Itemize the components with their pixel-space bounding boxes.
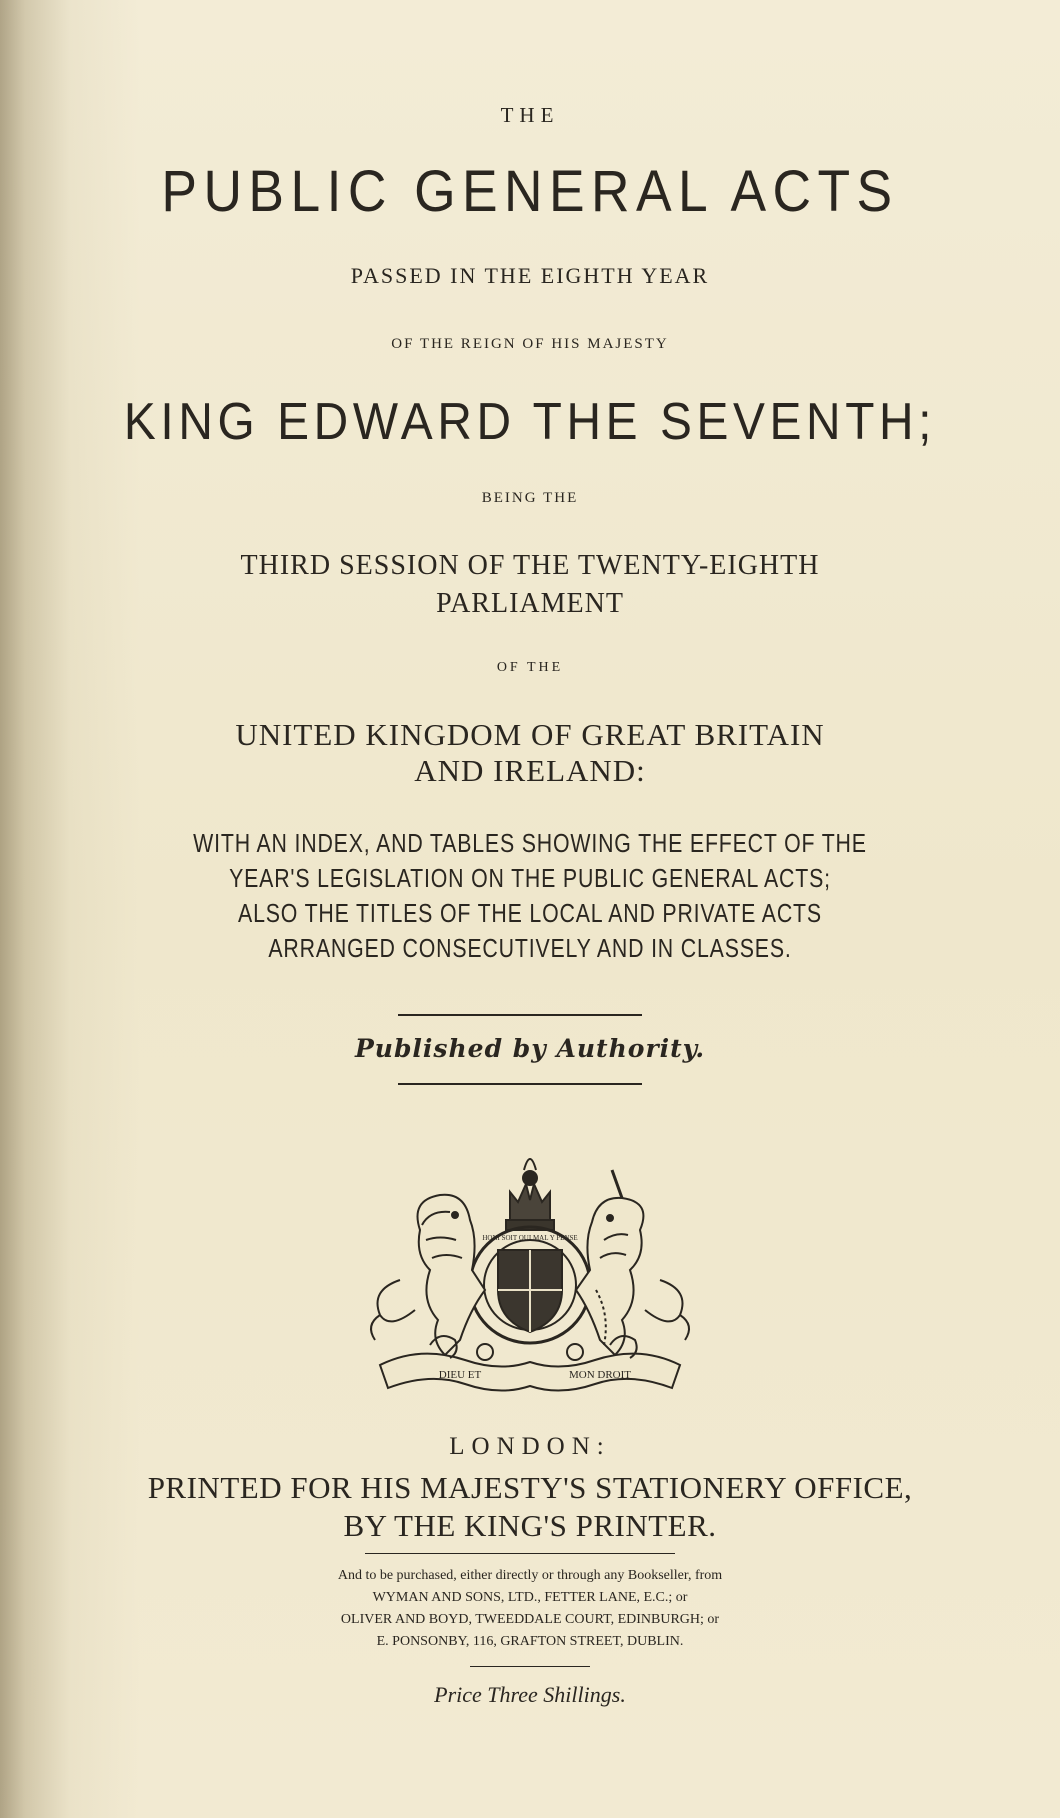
- royal-coat-of-arms-icon: [360, 1140, 700, 1410]
- imprint-printed-2: BY THE KING'S PRINTER.: [343, 1508, 717, 1543]
- title-the: THE: [500, 103, 560, 127]
- motto-left: DIEU ET: [438, 1369, 482, 1381]
- purchase-line-3: OLIVER AND BOYD, TWEEDDALE COURT, EDINBURGH; or: [340, 1612, 720, 1627]
- index-line-4: ARRANGED CONSECUTIVELY AND IN CLASSES.: [268, 933, 792, 963]
- garter-motto: HONI SOIT QUI MAL Y PENSE: [482, 1234, 578, 1242]
- rule-top: [398, 1014, 642, 1016]
- being-the: BEING THE: [481, 490, 579, 506]
- imprint-city: LONDON:: [449, 1433, 611, 1460]
- king-title: KING EDWARD THE SEVENTH;: [123, 393, 937, 451]
- purchase-line-2: WYMAN AND SONS, LTD., FETTER LANE, E.C.; or: [372, 1590, 688, 1605]
- imprint-printed-1: PRINTED FOR HIS MAJESTY'S STATIONERY OFFICE,: [147, 1470, 913, 1505]
- reign-line: OF THE REIGN OF HIS MAJESTY: [391, 336, 669, 352]
- rule-bottom: [398, 1083, 642, 1085]
- index-line-3: ALSO THE TITLES OF THE LOCAL AND PRIVATE ACTS: [238, 898, 822, 928]
- kingdom-line-1: UNITED KINGDOM OF GREAT BRITAIN: [235, 717, 825, 752]
- motto-right: MON DROIT: [568, 1369, 632, 1381]
- passed-line: PASSED IN THE EIGHTH YEAR: [350, 263, 710, 288]
- index-line-2: YEAR'S LEGISLATION ON THE PUBLIC GENERAL ACTS;: [229, 863, 831, 893]
- session-line-1: THIRD SESSION OF THE TWENTY-EIGHTH: [240, 550, 820, 581]
- price-rule: [470, 1666, 590, 1667]
- imprint-rule: [365, 1553, 675, 1554]
- index-line-1: WITH AN INDEX, AND TABLES SHOWING THE EFFECT OF THE: [193, 828, 867, 858]
- purchase-line-1: And to be purchased, either directly or through any Bookseller, from: [337, 1568, 723, 1583]
- published-by-authority: Published by Authority.: [354, 1034, 706, 1063]
- main-title: PUBLIC GENERAL ACTS: [161, 159, 899, 224]
- purchase-line-4: E. PONSONBY, 116, GRAFTON STREET, DUBLIN.: [376, 1634, 684, 1649]
- price: Price Three Shillings.: [434, 1682, 626, 1707]
- session-line-2: PARLIAMENT: [436, 588, 624, 619]
- kingdom-line-2: AND IRELAND:: [414, 753, 646, 788]
- of-the: OF THE: [496, 660, 564, 675]
